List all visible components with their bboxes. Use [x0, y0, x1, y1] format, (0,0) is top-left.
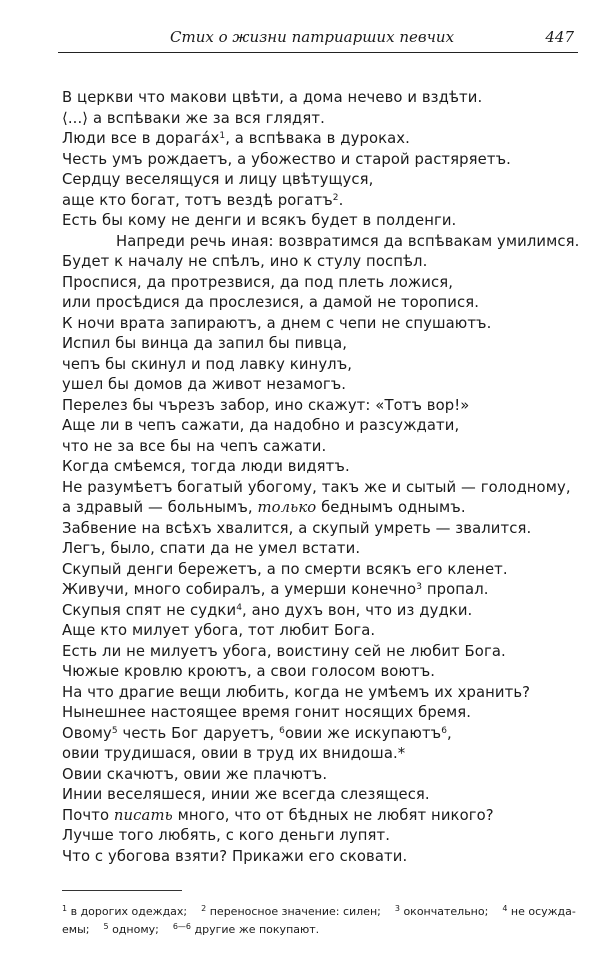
footnote-number: 5 [103, 922, 109, 931]
italic-emphasis: писать [113, 806, 173, 824]
line-text: овии же искупаютъ [284, 724, 442, 742]
line-text: , а вспѣвака в дуроках. [225, 130, 410, 147]
poem-line [62, 498, 582, 519]
poem-line [62, 519, 582, 540]
line-text: Напреди речь иная: возвратимся да вспѣвакам умилимся. [116, 232, 580, 250]
poem-line [62, 252, 582, 273]
footnote-number: 3 [394, 904, 400, 913]
poem-line [62, 150, 582, 171]
line-text: , ано духъ вон, что из дудки. [242, 601, 473, 619]
line-text: Проспися, да протрезвися, да под плеть ложися, [62, 273, 454, 291]
line-text: Аще ли в чепъ сажати, да надобно и разсуждати, [62, 417, 460, 434]
line-text: Есть ли не милуетъ убога, воистину сей не любит Бога. [62, 642, 506, 660]
running-title: Стих о жизни патриарших певчих [170, 28, 455, 46]
page-number: 447 [545, 28, 574, 46]
poem-line [62, 765, 582, 786]
footnote-text: одному; [112, 923, 159, 936]
line-text: Забвение на всѣхъ хвалится, а скупый умреть — звалится. [62, 519, 532, 537]
line-text: Лучше того любять, с кого деньги лупят. [62, 827, 391, 844]
line-text: беднымъ однымъ. [316, 499, 466, 516]
line-text: Легъ, было, спати да не умел встати. [62, 540, 361, 557]
footnote [62, 905, 187, 918]
poem-line [62, 683, 582, 704]
running-header [58, 28, 578, 50]
footnote-text: не осужда- [510, 905, 576, 918]
poem-line [62, 580, 582, 601]
footnote [62, 923, 89, 936]
footnote [201, 905, 381, 918]
poem-text [62, 88, 582, 867]
header-rule [58, 52, 578, 53]
line-text: Живучи, много собиралъ, а умерши конечно [62, 581, 417, 598]
footnote [173, 923, 319, 936]
poem-line [62, 785, 582, 806]
poem-line [62, 560, 582, 581]
line-text: В церкви что макови цвѣти, а дома нечево и вздѣти. [62, 89, 483, 106]
footnote-number: 4 [502, 904, 508, 913]
footnote-marker: 6 [279, 725, 285, 736]
line-text: пропал. [422, 581, 489, 598]
line-text: Овому [62, 724, 112, 742]
poem-line [62, 109, 582, 130]
footnote-number: 1 [62, 904, 68, 913]
footnote-text: другие же покупают. [194, 923, 320, 936]
line-text: аще кто богат, тотъ вездѣ рогатъ [62, 191, 333, 209]
footnote-number: 2 [201, 904, 207, 913]
poem-line [62, 334, 582, 355]
line-text: Есть бы кому не денги и всякъ будет в полденги. [62, 212, 457, 229]
footnote-marker: 4 [236, 602, 243, 613]
line-text: Перелез бы чърезъ забор, ино скажут: «Тотъ вор!» [62, 396, 470, 414]
line-text: К ночи врата запираютъ, а днем с чепи не спушаютъ. [62, 314, 492, 332]
poem-line [62, 826, 582, 847]
line-text: Не разумѣетъ богатый убогому, такъ же и сытый — голодному, [62, 478, 571, 496]
footnote-line [62, 903, 582, 921]
footnote [395, 905, 488, 918]
poem-line [62, 457, 582, 478]
line-text: Инии веселяшеся, инии же всегда слезящеся. [62, 786, 430, 803]
footnote-text: переносное значение: силен; [209, 905, 381, 918]
line-text: или просѣдися да прослезися, а дамой не торопися. [62, 294, 480, 311]
poem-line [62, 88, 582, 109]
poem-line [62, 437, 582, 458]
poem-line [62, 847, 582, 868]
footnote-marker: 2 [332, 192, 339, 203]
footnote-text: окончательно; [403, 905, 489, 918]
line-text: Нынешнее настоящее время гонит носящих бремя. [62, 704, 472, 721]
poem-line [62, 601, 582, 622]
footnote [103, 923, 158, 936]
poem-line [62, 129, 582, 150]
line-text: Аще кто милует убога, тот любит Бога. [62, 622, 376, 639]
line-text: Скупый денги бережетъ, а по смерти всякъ его кленет. [62, 560, 508, 578]
poem-line [62, 375, 582, 396]
footnote-text: емы; [62, 923, 90, 936]
footnote-marker: 1 [219, 131, 226, 141]
poem-line [62, 314, 582, 335]
line-text: а здравый — больнымъ, [62, 499, 258, 516]
line-text: Когда смѣемся, тогда люди видятъ. [62, 458, 350, 475]
line-text: Люди все в дорага́х [62, 130, 220, 147]
poem-line [62, 703, 582, 724]
footnote-marker: 5 [111, 725, 118, 736]
line-text: ушел бы домов да живот незамогъ. [62, 376, 347, 393]
footnote-number: 6—6 [172, 922, 192, 931]
line-text: Что с убогова взяти? Прикажи его сковати. [62, 847, 408, 865]
line-text: ⟨...⟩ а вспѣваки же за вся глядят. [62, 109, 325, 127]
footnote [502, 905, 576, 918]
poem-line [62, 396, 582, 417]
poem-line [62, 211, 582, 232]
poem-line [62, 273, 582, 294]
poem-line [62, 478, 582, 499]
footnote-rule [62, 890, 182, 891]
poem-line [62, 539, 582, 560]
line-text: Сердцу веселящуся и лицу цвѣтущуся, [62, 171, 374, 188]
poem-line [62, 232, 582, 253]
poem-line [62, 293, 582, 314]
line-text: много, что от бѣдных не любят никого? [172, 806, 494, 824]
line-text: Чюжые кровлю кроютъ, а свои голосом воютъ. [62, 663, 436, 680]
poem-line [62, 724, 582, 745]
line-text: что не за все бы на чепъ сажати. [62, 437, 327, 455]
line-text: овии трудишася, овии в труд их внидоша.* [62, 745, 406, 762]
line-text: На что драгие вещи любить, когда не умѣемъ их хранить? [62, 683, 531, 701]
footnote-line [62, 921, 582, 939]
poem-line [62, 191, 582, 212]
line-text: , [447, 724, 452, 742]
line-text: Почто [62, 806, 114, 824]
poem-line [62, 416, 582, 437]
poem-line [62, 744, 582, 765]
poem-line [62, 642, 582, 663]
line-text: Испил бы винца да запил бы пивца, [62, 335, 348, 352]
footnote-text: в дорогих одеждах; [70, 905, 188, 918]
poem-line [62, 621, 582, 642]
footnote-marker: 3 [416, 582, 423, 592]
line-text: чепъ бы скинул и под лавку кинулъ, [62, 355, 353, 373]
poem-line [62, 662, 582, 683]
footnote-marker: 6 [441, 725, 448, 736]
line-text: Честь умъ рождаетъ, а убожество и старой растяряетъ. [62, 150, 511, 168]
line-text: Овии скачютъ, овии же плачютъ. [62, 765, 328, 783]
poem-line [62, 355, 582, 376]
line-text: честь Бог даруетъ, [117, 724, 280, 742]
line-text: Скупыя спят не судки [62, 601, 237, 619]
italic-emphasis: только [257, 499, 317, 516]
line-text: . [338, 191, 344, 209]
poem-line [62, 170, 582, 191]
line-text: Будет к началу не спѣлъ, ино к стулу поспѣл. [62, 253, 428, 270]
footnotes [62, 903, 582, 939]
poem-line [62, 806, 582, 827]
